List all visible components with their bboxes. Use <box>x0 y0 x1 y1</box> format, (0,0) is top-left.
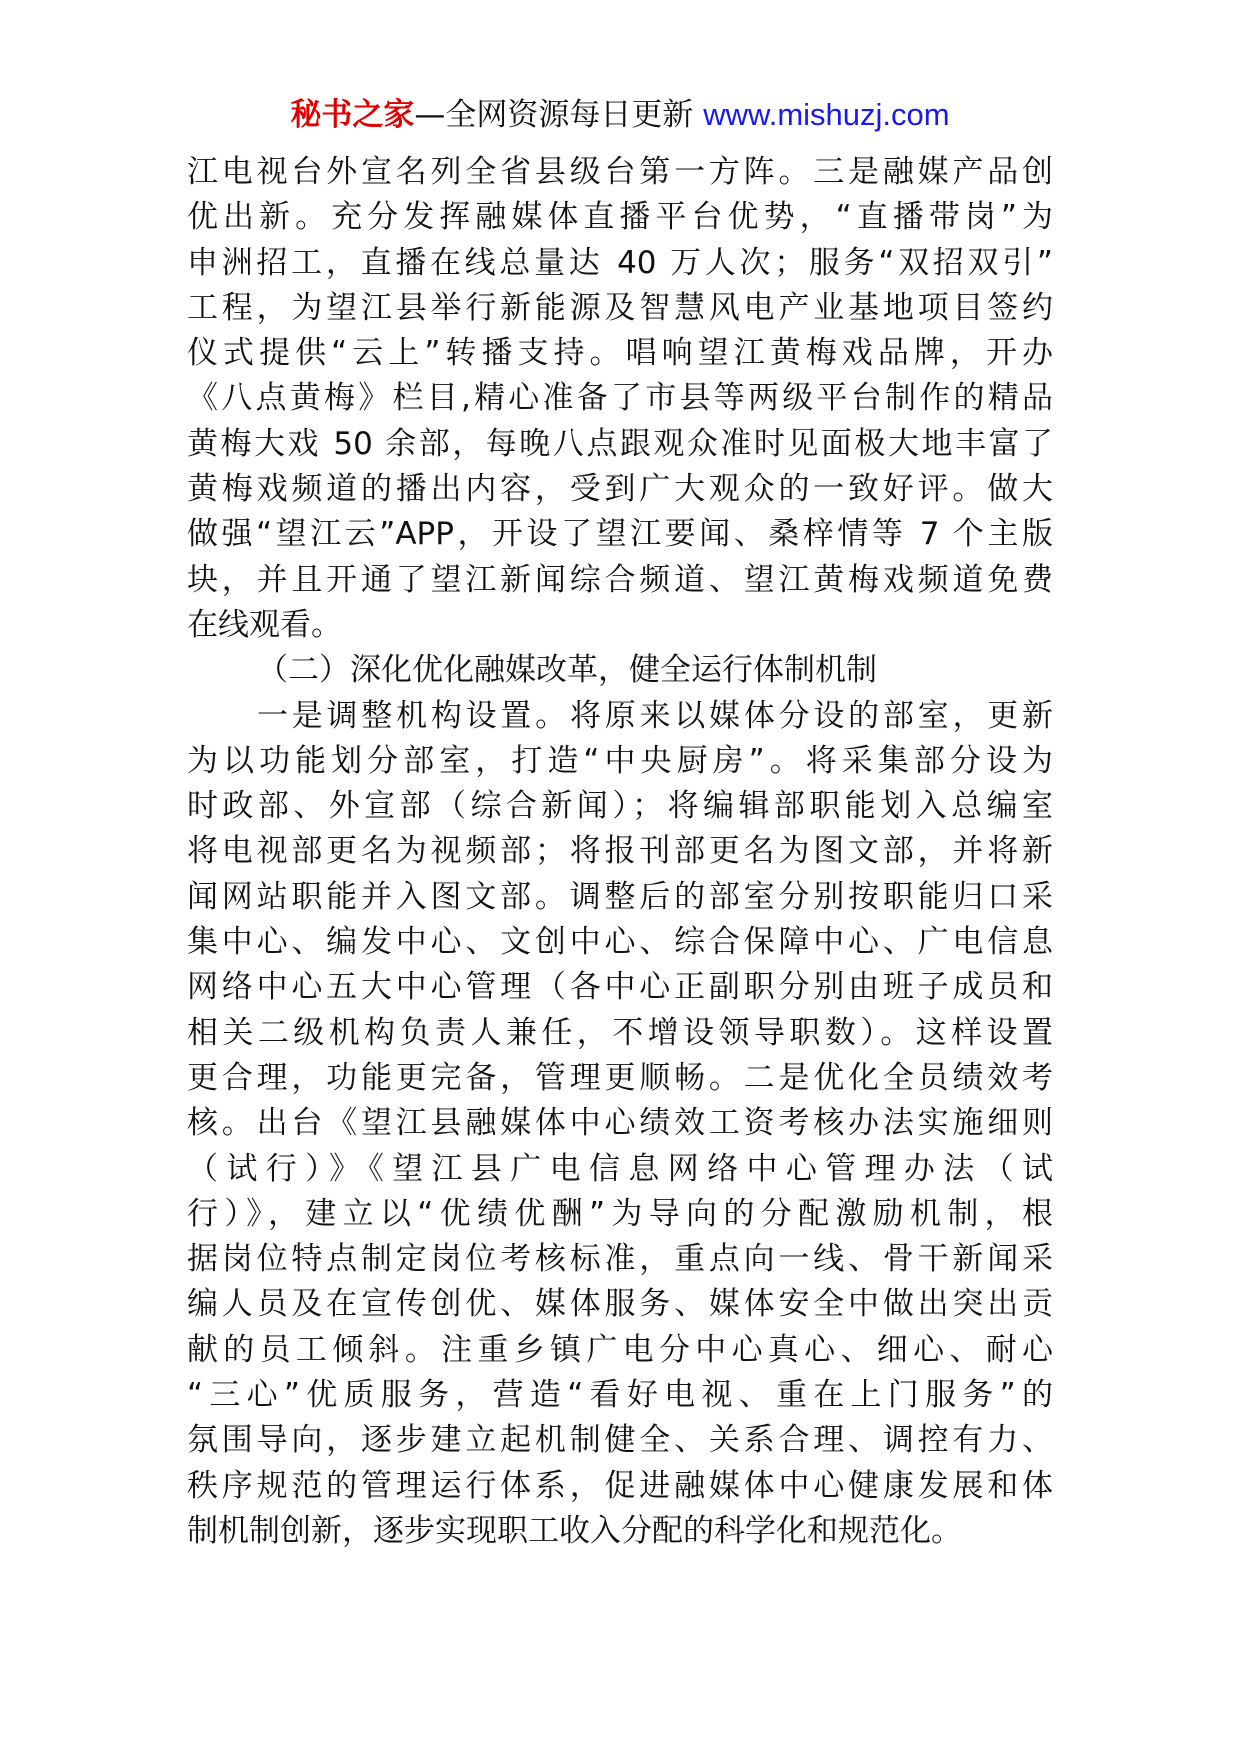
text-line: 核。出台《望江县融媒体中心绩效工资考核办法实施细则 <box>187 1105 1053 1142</box>
text-line: 黄梅大戏 50 余部，每晚八点跟观众准时见面极大地丰富了 <box>187 425 1053 462</box>
text-line: （试行）》《望江县广电信息网络中心管理办法（试 <box>187 1150 1053 1187</box>
text-line: 块，并且开通了望江新闻综合频道、望江黄梅戏频道免费 <box>187 561 1053 598</box>
text-line: 更合理，功能更完备，管理更顺畅。二是优化全员绩效考 <box>187 1059 1053 1096</box>
text-line: 相关二级机构负责人兼任，不增设领导职数）。这样设置 <box>187 1014 1053 1051</box>
text-line: 《八点黄梅》栏目,精心准备了市县等两级平台制作的精品 <box>187 380 1053 417</box>
text-line: 工程，为望江县举行新能源及智慧风电产业基地项目签约 <box>187 289 1053 326</box>
text-line: 做强“望江云”APP，开设了望江要闻、桑梓情等 7 个主版 <box>187 516 1053 553</box>
text-line: 据岗位特点制定岗位考核标准，重点向一线、骨干新闻采 <box>187 1241 1053 1278</box>
text-line: 一是调整机构设置。将原来以媒体分设的部室，更新 <box>257 697 1053 734</box>
text-line: 时政部、外宣部（综合新闻）；将编辑部职能划入总编室 <box>187 788 1053 825</box>
text-line: 仪式提供“云上”转播支持。唱响望江黄梅戏品牌，开办 <box>187 335 1053 372</box>
text-line: 黄梅戏频道的播出内容，受到广大观众的一致好评。做大 <box>187 471 1053 508</box>
paragraph-2 <box>187 694 1053 1555</box>
text-line: 献的员工倾斜。注重乡镇广电分中心真心、细心、耐心 <box>187 1331 1053 1368</box>
document-body <box>187 150 1053 1554</box>
paragraph-1 <box>187 150 1053 648</box>
text-line: 优出新。充分发挥融媒体直播平台优势，“直播带岗”为 <box>187 199 1053 236</box>
text-line: 网络中心五大中心管理（各中心正副职分别由班子成员和 <box>187 969 1053 1006</box>
text-line: 为以功能划分部室，打造“中央厨房”。将采集部分设为 <box>187 742 1053 779</box>
text-line: 秩序规范的管理运行体系，促进融媒体中心健康发展和体 <box>187 1467 1053 1504</box>
site-header <box>0 94 1240 136</box>
text-line: 闻网站职能并入图文部。调整后的部室分别按职能归口采 <box>187 878 1053 915</box>
text-line: 行）》，建立以“优绩优酬”为导向的分配激励机制，根 <box>187 1195 1053 1232</box>
text-line: 氛围导向，逐步建立起机制健全、关系合理、调控有力、 <box>187 1422 1053 1459</box>
text-line: 江电视台外宣名列全省县级台第一方阵。三是融媒产品创 <box>187 154 1053 190</box>
text-line: 申洲招工，直播在线总量达 40 万人次；服务“双招双引” <box>187 244 1053 281</box>
text-line: 编人员及在宣传创优、媒体服务、媒体安全中做出突出贡 <box>187 1286 1053 1323</box>
text-line: “三心”优质服务，营造“看好电视、重在上门服务”的 <box>187 1377 1053 1414</box>
text-line: 制机制创新，逐步实现职工收入分配的科学化和规范化。 <box>187 1512 962 1549</box>
site-url-link[interactable]: www.mishuzj.com <box>703 97 950 132</box>
text-line: 集中心、编发中心、文创中心、综合保障中心、广电信息 <box>187 924 1053 961</box>
site-brand: 秘书之家 <box>290 97 415 133</box>
text-line: 将电视部更名为视频部；将报刊部更名为图文部，并将新 <box>187 833 1053 870</box>
text-line: 在线观看。 <box>187 606 342 643</box>
site-tagline: —全网资源每日更新 <box>414 97 704 133</box>
section-heading: （二）深化优化融媒改革，健全运行体制机制 <box>257 652 877 689</box>
